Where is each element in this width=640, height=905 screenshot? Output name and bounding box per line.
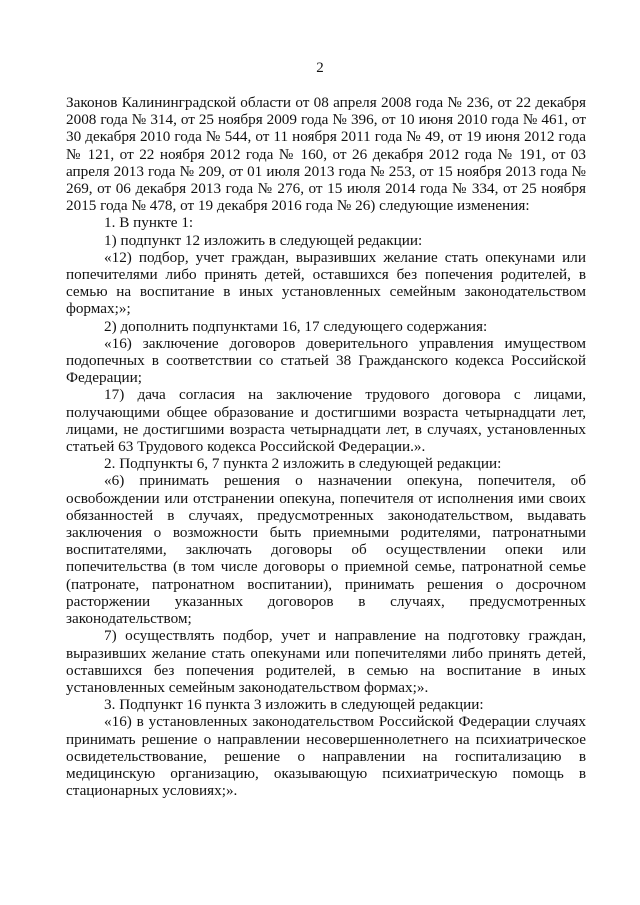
- paragraph-quote-16: «16) заключение договоров доверительного управления имуществом подопечных в соответствии со статьей 38 Гражданского кодекса Российской Федерации;: [66, 334, 586, 387]
- page-number: 2: [316, 60, 324, 76]
- paragraph-quote-17: 17) дача согласия на заключение трудового договора с лицами, получающими общее образование и достигшими возраста четырнадцати лет, лицами, не достигшими возраста четырнадцати лет, в случаях, установленных статьей 63 Трудового кодекса Российской Федерации.».: [66, 386, 586, 456]
- paragraph-quote-12: «12) подбор, учет граждан, выразивших желание стать опекунами или попечителями либо принять детей, оставшихся без попечения родителей, в семью на воспитание в иных установленных семейным законодательством формах;»;: [66, 248, 586, 318]
- paragraph-quote-7: 7) осуществлять подбор, учет и направление на подготовку граждан, выразивших желание стать опекунами или попечителями либо принять детей, оставшихся без попечения родителей, в семью на воспитание в иных установленных семейным законодательством формах;».: [66, 627, 586, 696]
- paragraph-quote-16-item-3: «16) в установленных законодательством Российской Федерации случаях принимать решение о направлении несовершеннолетнего на психиатрическое освидетельствование, решение о направлении на госпитализацию в медицинскую организацию, оказывающую психиатрическую помощь в стационарных условиях;».: [66, 713, 586, 800]
- paragraph-subitem-2: 2) дополнить подпунктами 16, 17 следующего содержания:: [104, 317, 488, 335]
- paragraph-item-2-heading: 2. Подпункты 6, 7 пункта 2 изложить в следующей редакции:: [104, 455, 502, 473]
- paragraph-subitem-1: 1) подпункт 12 изложить в следующей редакции:: [104, 231, 423, 249]
- paragraph-quote-6: «6) принимать решения о назначении опекуна, попечителя, об освобождении или отстранении опекуна, попечителя от исполнения ими своих обязанностей в случаях, предусмотренных законодательством, выдавать заключения о возможности быть приемными родителями, патронатными воспитателями, заключать договоры об осуществлении опеки или попечительства (в том числе договоры о приемной семье, патронатной семье (патронате, патронатном воспитании), принимать решения о досрочном расторжении указанных договоров в случаях, предусмотренных законодательством;: [66, 472, 586, 628]
- paragraph-item-3-heading: 3. Подпункт 16 пункта 3 изложить в следующей редакции:: [104, 696, 484, 714]
- document-body: [66, 94, 586, 799]
- paragraph-item-1-heading: 1. В пункте 1:: [104, 214, 194, 232]
- paragraph-amendments-list: Законов Калининградской области от 08 апреля 2008 года № 236, от 22 декабря 2008 года № 314, от 25 ноября 2009 года № 396, от 10 июня 2010 года № 461, от 30 декабря 2010 года № 544, от 11 ноября 2011 года № 49, от 19 июня 2012 года № 121, от 22 ноября 2012 года № 160, от 26 декабря 2012 года № 191, от 03 апреля 2013 года № 209, от 01 июля 2013 года № 253, от 15 ноября 2013 года № 269, от 06 декабря 2013 года № 276, от 15 июля 2014 года № 334, от 25 ноября 2015 года № 478, от 19 декабря 2016 года № 26) следующие изменения:: [66, 94, 586, 215]
